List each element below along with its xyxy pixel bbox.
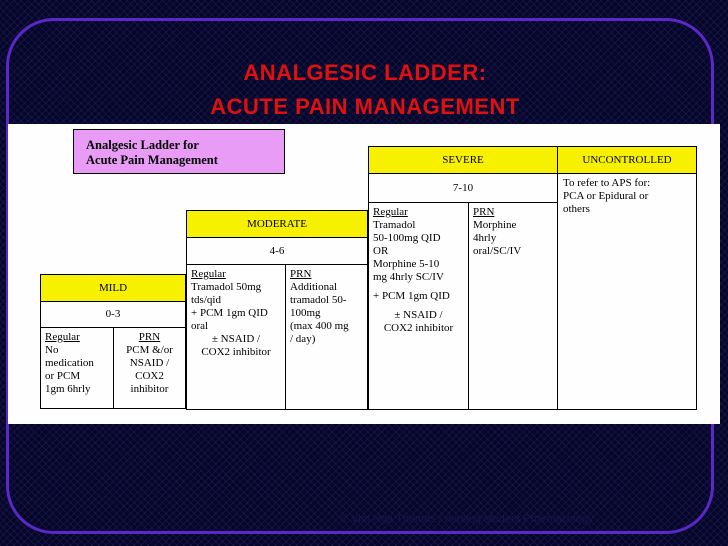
severe-prn-line: Morphine [473,219,517,231]
mild-score: 0-3 [40,301,186,328]
moderate-prn-line: tramadol 50- [290,294,347,306]
severe-regular-heading: Regular [373,206,408,218]
mild-prn [113,327,186,409]
mild-header: MILD [40,274,186,302]
moderate-regular-heading: Regular [191,268,226,280]
severe-prn-line: oral/SC/IV [473,245,522,257]
severe-header: SEVERE [368,146,558,174]
severe-cox2: COX2 inhibitor [383,322,454,334]
slide-title-line1: ANALGESIC LADDER: [243,60,487,85]
mild-regular-line: No [45,344,59,356]
severe-prn [468,202,558,410]
severe-prn-heading: PRN [473,206,495,218]
moderate-header: MODERATE [186,210,368,238]
slide-title-line2: ACUTE PAIN MANAGEMENT [210,94,520,119]
legend-line1: Analgesic Ladder for [86,138,199,152]
moderate-nsaid: ± NSAID / [211,333,261,345]
mild-regular-line: medication [45,357,94,369]
moderate-regular-line: oral [191,320,209,332]
severe-regular-line: OR [373,245,389,257]
moderate-prn-heading: PRN [290,268,312,280]
severe-score: 7-10 [368,173,558,203]
mild-prn-line: COX2 [135,370,164,382]
mild-prn-heading: PRN [138,331,161,343]
severe-regular-line: mg 4hrly SC/IV [373,271,444,283]
mild-prn-line: inhibitor [130,383,169,395]
moderate-regular-line: Tramadol 50mg [191,281,262,293]
mild-prn-line: NSAID / [129,357,170,369]
moderate-cox2: COX2 inhibitor [201,346,271,358]
uncontrolled-line: PCA or Epidural or [563,190,649,202]
moderate-prn-line: / day) [290,333,316,345]
uncontrolled-line: others [563,203,590,215]
uncontrolled-body [557,173,697,410]
severe-regular [368,202,469,410]
moderate-prn [285,264,368,410]
moderate-prn-line: Additional [290,281,338,293]
severe-regular-line: Tramadol [373,219,416,231]
moderate-regular-line: + PCM 1gm QID [191,307,268,319]
mild-prn-line: PCM &/or [126,344,173,356]
mild-regular [40,327,114,409]
moderate-prn-line: (max 400 mg [290,320,349,332]
moderate-prn-line: 100mg [290,307,321,319]
severe-regular-line: Morphine 5-10 [373,258,440,270]
severe-prn-line: 4hrly [473,232,497,244]
moderate-regular [186,264,286,410]
legend-box [73,129,285,174]
moderate-regular-line: tds/qid [191,294,221,306]
footer-credit: © Viet Nga Thomas / nursing student Pharmacology [340,513,594,525]
severe-nsaid: ± NSAID / [394,309,443,321]
uncontrolled-line: To refer to APS for: [563,177,651,189]
moderate-score: 4-6 [186,237,368,265]
severe-regular-line: 50-100mg QID [373,232,441,244]
legend-line2: Acute Pain Management [86,153,218,167]
severe-pcm: + PCM 1gm QID [373,290,450,302]
mild-regular-line: or PCM [45,370,81,382]
ladder-diagram [8,124,720,424]
uncontrolled-header: UNCONTROLLED [557,146,697,174]
mild-regular-line: 1gm 6hrly [45,383,91,395]
mild-regular-heading: Regular [45,331,80,343]
